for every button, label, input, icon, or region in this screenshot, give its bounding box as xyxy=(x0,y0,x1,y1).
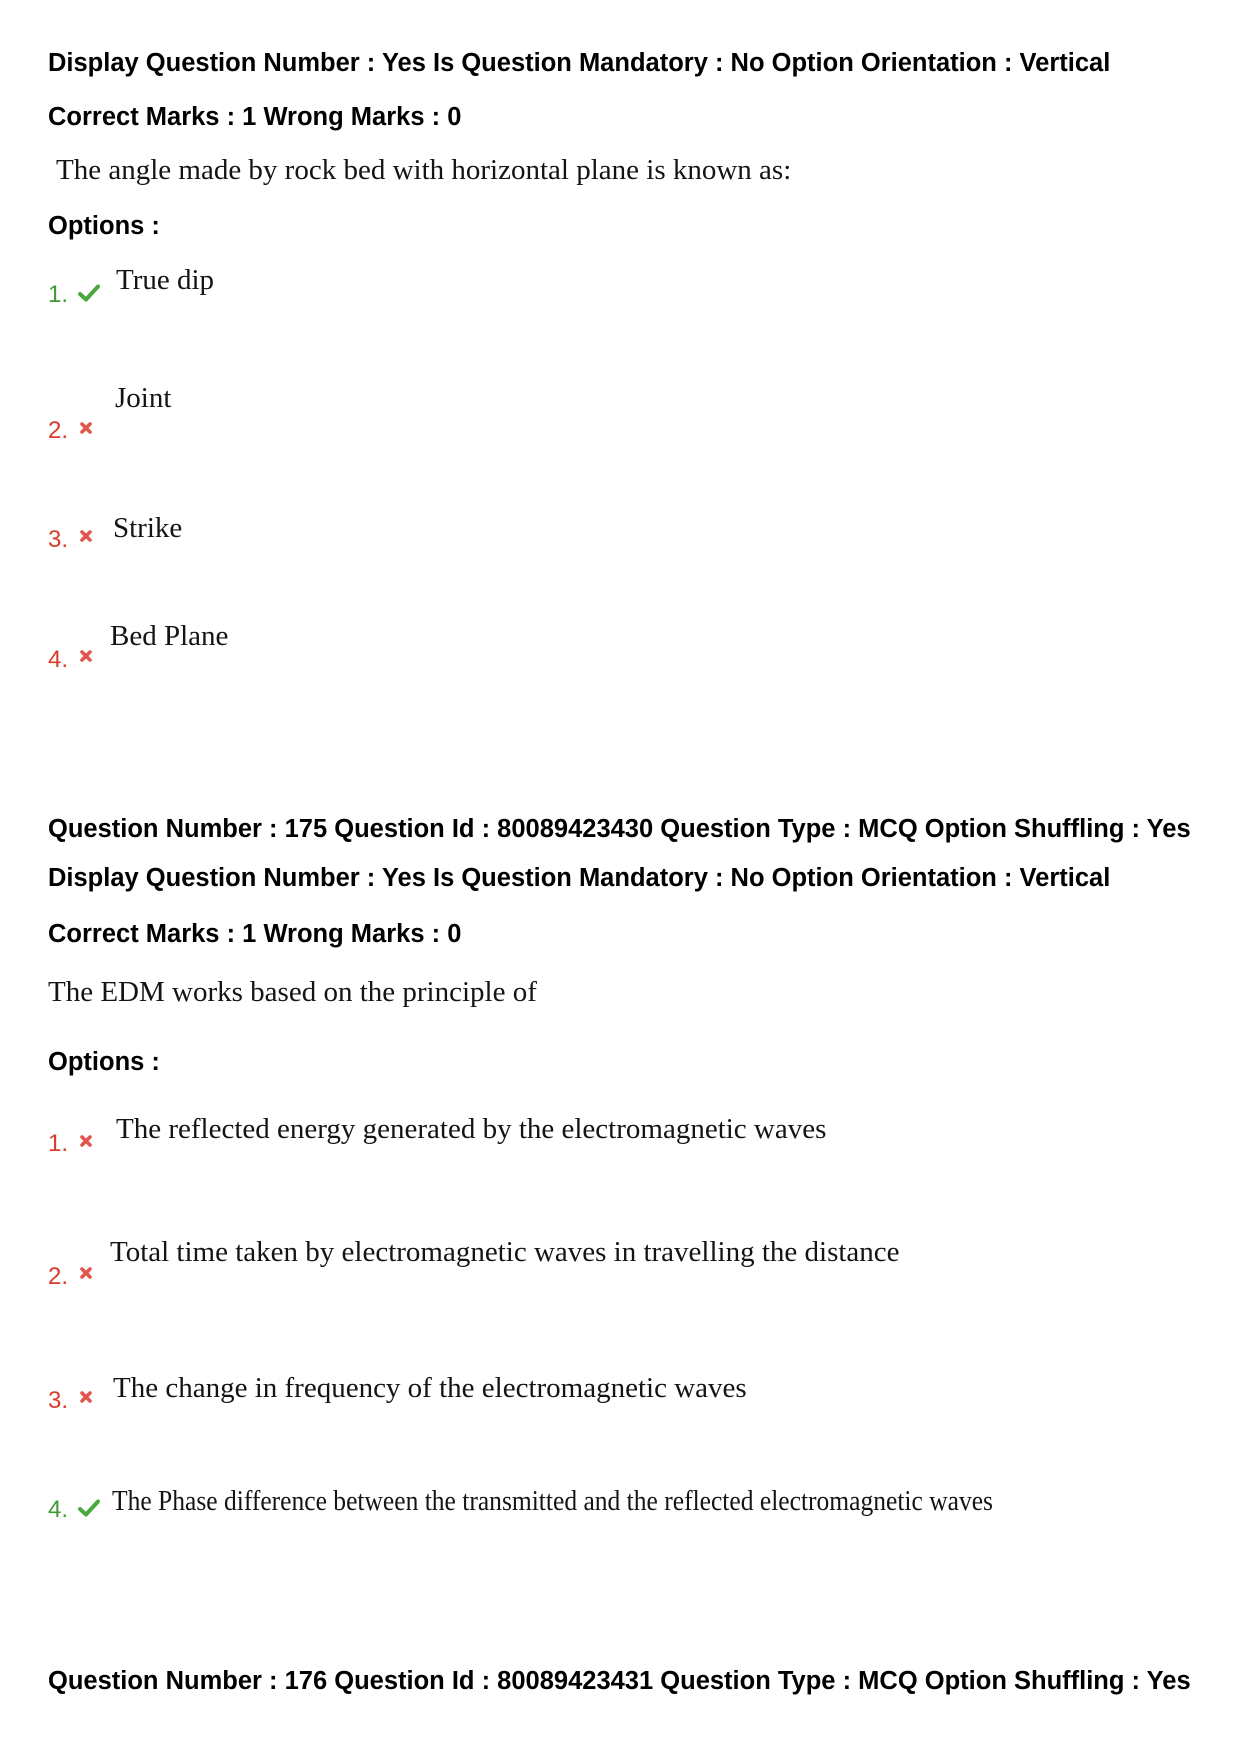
option-number: 3. xyxy=(48,526,69,553)
option-number: 1. xyxy=(48,281,69,308)
correct-marks-label: Correct Marks : xyxy=(48,920,236,948)
question-meta-line xyxy=(48,813,1191,845)
wrong-marks-value: 0 xyxy=(447,920,462,948)
question-type-label: Question Type : xyxy=(660,1667,852,1695)
cross-icon xyxy=(79,421,93,435)
option-number: 4. xyxy=(48,1496,69,1523)
option-orientation-label: Option Orientation : xyxy=(771,49,1013,77)
check-icon xyxy=(77,1498,101,1518)
question-text: The EDM works based on the principle of xyxy=(48,976,537,1008)
question-type-value: MCQ xyxy=(858,815,918,843)
question-number-value: 176 xyxy=(284,1667,328,1695)
option-number: 2. xyxy=(48,417,69,444)
marks-line xyxy=(48,101,461,133)
option-text: Total time taken by electromagnetic waves in travelling the distance xyxy=(110,1236,900,1268)
display-settings-line xyxy=(48,862,1110,894)
display-question-number-value: Yes xyxy=(381,864,426,892)
cross-icon xyxy=(79,1390,93,1404)
option-number: 1. xyxy=(48,1130,69,1157)
option-text: The change in frequency of the electromagnetic waves xyxy=(113,1372,747,1404)
option-shuffling-label: Option Shuffling : xyxy=(924,1667,1141,1695)
check-icon xyxy=(77,283,101,303)
cross-icon xyxy=(79,649,93,663)
option-number: 3. xyxy=(48,1387,69,1414)
cross-icon xyxy=(79,1266,93,1280)
wrong-marks-label: Wrong Marks : xyxy=(263,920,441,948)
question-mandatory-label: Is Question Mandatory : xyxy=(433,864,724,892)
question-id-label: Question Id : xyxy=(334,815,491,843)
option-number: 4. xyxy=(48,646,69,673)
question-id-label: Question Id : xyxy=(334,1667,491,1695)
question-text: The angle made by rock bed with horizontal plane is known as: xyxy=(56,154,792,186)
correct-marks-label: Correct Marks : xyxy=(48,103,236,131)
option-text: True dip xyxy=(116,264,215,296)
cross-icon xyxy=(79,1134,93,1148)
option-orientation-label: Option Orientation : xyxy=(771,864,1013,892)
question-number-value: 175 xyxy=(284,815,328,843)
question-type-value: MCQ xyxy=(858,1667,918,1695)
option-number: 2. xyxy=(48,1263,69,1290)
display-question-number-label: Display Question Number : xyxy=(48,49,376,77)
question-mandatory-value: No xyxy=(730,864,765,892)
cross-icon xyxy=(79,529,93,543)
display-question-number-value: Yes xyxy=(381,49,426,77)
question-id-value: 80089423430 xyxy=(497,815,654,843)
display-settings-line xyxy=(48,47,1110,79)
option-text: Bed Plane xyxy=(110,620,229,652)
question-id-value: 80089423431 xyxy=(497,1667,654,1695)
option-text: The Phase difference between the transmitted and the reflected electromagnetic waves xyxy=(112,1485,993,1517)
correct-marks-value: 1 xyxy=(242,920,257,948)
option-shuffling-label: Option Shuffling : xyxy=(924,815,1141,843)
question-number-label: Question Number : xyxy=(48,815,278,843)
wrong-marks-label: Wrong Marks : xyxy=(263,103,441,131)
correct-marks-value: 1 xyxy=(242,103,257,131)
question-type-label: Question Type : xyxy=(660,815,852,843)
question-meta-line xyxy=(48,1665,1191,1697)
option-shuffling-value: Yes xyxy=(1146,1667,1191,1695)
question-mandatory-value: No xyxy=(730,49,765,77)
options-label: Options : xyxy=(48,212,160,240)
wrong-marks-value: 0 xyxy=(447,103,462,131)
option-text: Strike xyxy=(113,512,183,544)
display-question-number-label: Display Question Number : xyxy=(48,864,376,892)
options-label: Options : xyxy=(48,1048,160,1076)
option-text: The reflected energy generated by the electromagnetic waves xyxy=(116,1113,827,1145)
option-orientation-value: Vertical xyxy=(1019,864,1111,892)
question-mandatory-label: Is Question Mandatory : xyxy=(433,49,724,77)
option-orientation-value: Vertical xyxy=(1019,49,1111,77)
marks-line xyxy=(48,918,461,950)
question-number-label: Question Number : xyxy=(48,1667,278,1695)
option-shuffling-value: Yes xyxy=(1146,815,1191,843)
option-text: Joint xyxy=(115,382,172,414)
